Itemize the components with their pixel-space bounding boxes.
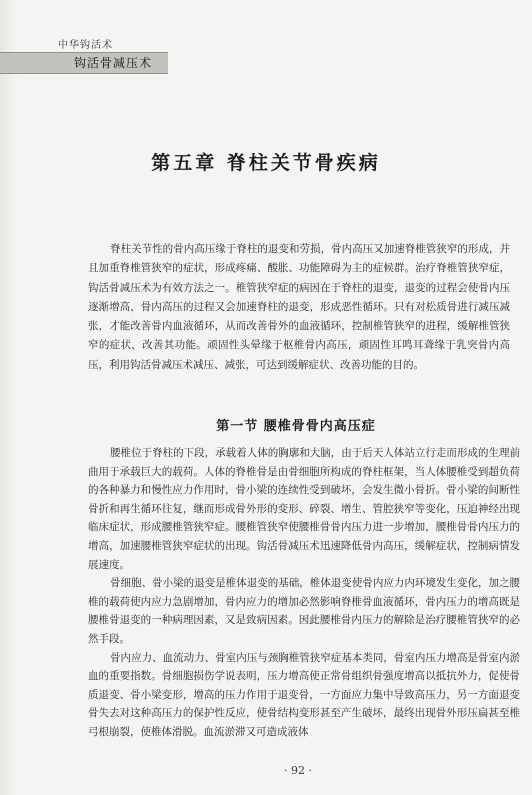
section-body	[88, 444, 520, 742]
series-name: 中华钩活术	[58, 40, 113, 51]
chapter-title: 第五章 脊柱关节骨疾病	[151, 152, 381, 174]
body-paragraph: 骨内应力、血流动力、骨室内压与颈胸椎管狭窄症基本类同，骨室内压力增高是骨室内淤血的重要指数。骨细胞损伤学说表明，压力增高使正常骨组织骨强度增高以抵抗外力，促使骨质退变、骨小梁变形，增高的压力作用于退变骨，一方面应力集中导致高压力，另一方面退变骨失去对这种高压力的保护性反应，使骨结构变形甚至产生破坏，最终出现骨外形压扁甚至椎弓根崩裂，使椎体滑脱。血流淤滞又可造成液体	[88, 651, 520, 738]
section-title: 第一节 腰椎骨骨内高压症	[216, 419, 376, 434]
page-number: · 92 ·	[284, 764, 312, 777]
book-title: 钩活骨减压术	[74, 56, 153, 70]
body-paragraph: 骨细胞、骨小梁的退变是椎体退变的基础，椎体退变使骨内应力内环境发生变化，加之腰椎的载荷使内应力急剧增加，骨内应力的增加必然影响脊椎骨血液循环，骨内压力的增高既是腰椎骨退变的一种病理因素，又是致病因素。因此腰椎骨内压力的解除是治疗腰椎管狭窄的必然手段。	[88, 577, 520, 645]
chapter-intro: 脊柱关节性的骨内高压缘于脊柱的退变和劳损，骨内高压又加速脊椎管狭窄的形成，并且加重脊椎管狭窄的症状，形成疼痛、酸胀、功能障碍为主的症候群。治疗脊椎管狭窄症，钩活骨减压术为有效方法之一。椎管狭窄症的病因在于脊柱的退变，退变的过程会使骨内压逐渐增高，骨内高压的过程又会加速脊柱的退变，形成恶性循环。只有对松质骨进行减压减张，才能改善骨内血液循环，从而改善骨外的血液循环，控制椎管狭窄的进程，缓解椎管狭窄的症状，改善其功能。顽固性头晕缘于枢椎骨内高压，顽固性耳鸣耳聋缘于乳突骨内高压，利用钩活骨减压术减压、减张，可达到缓解症状、改善功能的目的。	[88, 243, 510, 371]
body-paragraph: 腰椎位于脊柱的下段，承载着人体的胸廓和大脑，由于后天人体站立行走而形成的生理前曲用于承载巨大的载荷。人体的脊椎骨是由骨细胞所构成的脊柱框架，当人体腰椎受到超负荷的各种暴力和慢性应力作用时，骨小梁的连续性受到破坏，会发生微小骨折。骨小梁的间断性骨折和再生循环往复，继而形成骨外形的变形、碎裂、增生、管腔狭窄等变化，压迫神经出现临床症状，形成腰椎管狭窄症。腰椎管狭窄使腰椎骨骨内压力进一步增加，腰椎骨骨内压力的增高，加速腰椎管狭窄症状的出现。钩活骨减压术迅速降低骨内高压，缓解症状，控制病情发展速度。	[88, 447, 520, 571]
